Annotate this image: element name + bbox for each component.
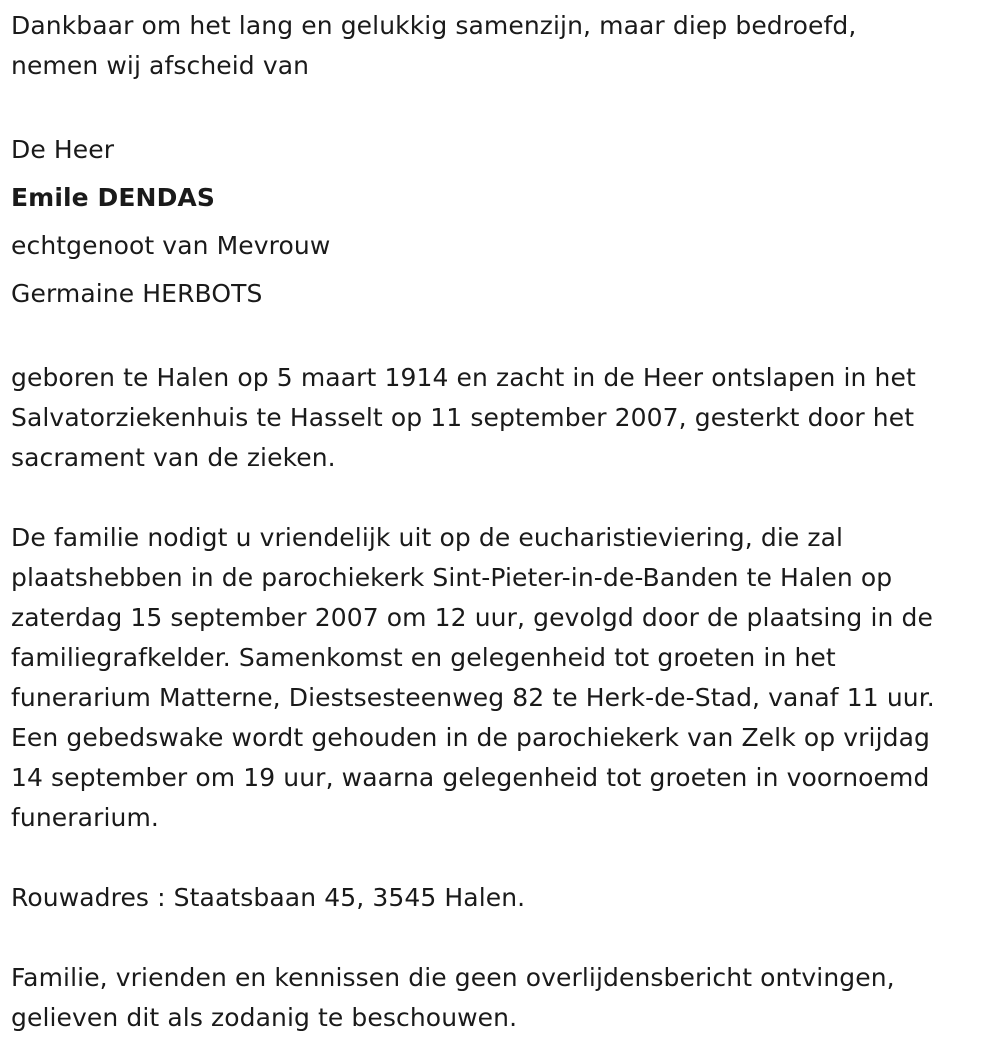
- mourning-address: Rouwadres : Staatsbaan 45, 3545 Halen.: [11, 883, 526, 912]
- text-line: Een gebedswake wordt gehouden in de parochiekerk van Zelk op vrijdag: [11, 723, 930, 752]
- spouse-name: Germaine HERBOTS: [11, 279, 263, 308]
- deceased-name: Emile DENDAS: [11, 183, 215, 212]
- text-line: Salvatorziekenhuis te Hasselt op 11 september 2007, gesterkt door het: [11, 403, 915, 432]
- text-line: gelieven dit als zodanig te beschouwen.: [11, 1003, 518, 1032]
- intro-line: Dankbaar om het lang en gelukkig samenzijn, maar diep bedroefd,: [11, 11, 857, 40]
- text-line: zaterdag 15 september 2007 om 12 uur, gevolgd door de plaatsing in de: [11, 603, 933, 632]
- text-line: plaatshebben in de parochiekerk Sint-Pieter-in-de-Banden te Halen op: [11, 563, 893, 592]
- service-paragraph: [11, 518, 991, 838]
- paragraph-gap: [11, 478, 991, 518]
- deceased-block: [11, 126, 991, 318]
- intro-line: nemen wij afscheid van: [11, 51, 310, 80]
- text-line: funerarium Matterne, Diestsesteenweg 82 te Herk-de-Stad, vanaf 11 uur.: [11, 683, 935, 712]
- paragraph-gap: [11, 838, 991, 878]
- spouse-relation: echtgenoot van Mevrouw: [11, 231, 331, 260]
- death-notice: [11, 6, 991, 1038]
- honorific-title: De Heer: [11, 135, 115, 164]
- birth-death-paragraph: [11, 358, 991, 478]
- paragraph-gap: [11, 318, 991, 358]
- intro-paragraph: [11, 6, 991, 86]
- paragraph-gap: [11, 918, 991, 958]
- text-line: familiegrafkelder. Samenkomst en gelegenheid tot groeten in het: [11, 643, 836, 672]
- text-line: sacrament van de zieken.: [11, 443, 336, 472]
- closing-paragraph: [11, 958, 991, 1038]
- text-line: funerarium.: [11, 803, 159, 832]
- text-line: 14 september om 19 uur, waarna gelegenheid tot groeten in voornoemd: [11, 763, 930, 792]
- text-line: geboren te Halen op 5 maart 1914 en zacht in de Heer ontslapen in het: [11, 363, 916, 392]
- text-line: De familie nodigt u vriendelijk uit op de eucharistieviering, die zal: [11, 523, 844, 552]
- paragraph-gap: [11, 86, 991, 126]
- text-line: Familie, vrienden en kennissen die geen overlijdensbericht ontvingen,: [11, 963, 895, 992]
